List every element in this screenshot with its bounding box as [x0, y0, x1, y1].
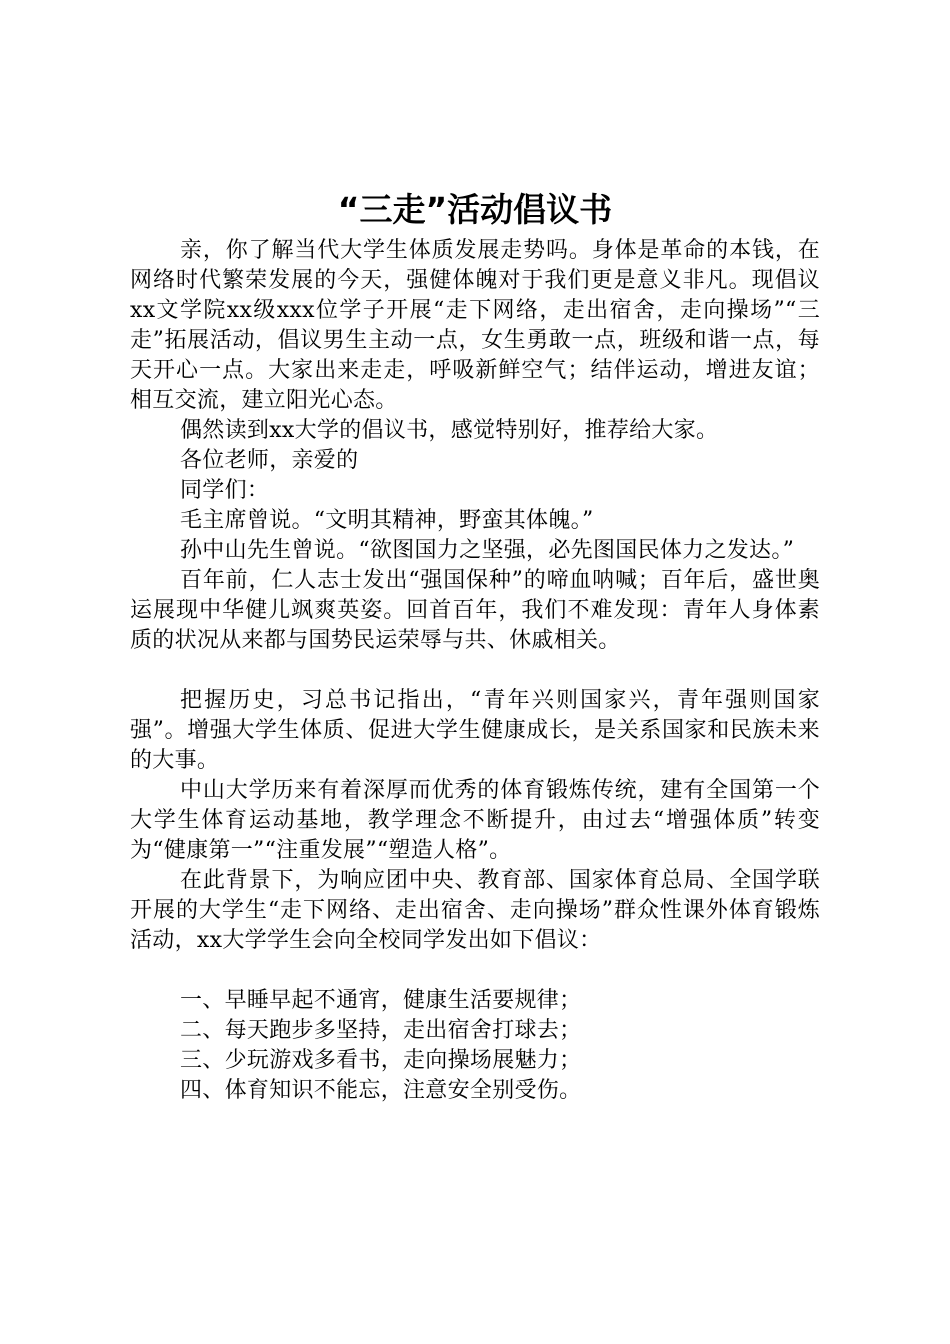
blank-line [130, 656, 820, 686]
proposal-item: 二、每天跑步多坚持，走出宿舍打球去； [180, 1018, 582, 1043]
paragraph-intro: 亲，你了解当代大学生体质发展走势吗。身体是革命的本钱，在网络时代繁荣发展的今天，强健体魄对于我们更是意义非凡。现倡议xx文学院xx级xxx位学子开展“走下网络，走出宿舍，走向操场”“三走”拓展活动，倡议男生主动一点，女生勇敢一点，班级和谐一点，每天开心一点。大家出来走走，呼吸新鲜空气；结伴运动，增进友谊；相互交流，建立阳光心态。 [130, 238, 820, 413]
paragraph-history: 百年前，仁人志士发出“强国保种”的啼血呐喊；百年后，盛世奥运展现中华健儿飒爽英姿。回首百年，我们不难发现：青年人身体素质的状况从来都与国势民运荣辱与共、休戚相关。 [130, 568, 820, 653]
paragraph-quote-sun: 孙中山先生曾说。“欲图国力之坚强，必先图国民体力之发达。” [180, 538, 795, 563]
paragraph-xi-quote: 把握历史，习总书记指出，“青年兴则国家兴，青年强则国家强”。增强大学生体质、促进大学生健康成长，是关系国家和民族未来的大事。 [130, 688, 820, 773]
paragraph-salutation-cont: 同学们： [180, 478, 270, 503]
document-title: “三走”活动倡议书 [337, 190, 613, 229]
paragraph-recommend: 偶然读到xx大学的倡议书，感觉特别好，推荐给大家。 [180, 418, 719, 443]
paragraph-salutation: 各位老师，亲爱的 [180, 448, 359, 473]
paragraph-tradition: 中山大学历来有着深厚而优秀的体育锻炼传统，建有全国第一个大学生体育运动基地，教学理念不断提升，由过去“增强体质”转变为“健康第一”“注重发展”“塑造人格”。 [130, 778, 820, 863]
document-body [130, 236, 820, 1106]
paragraph-quote-mao: 毛主席曾说。“文明其精神，野蛮其体魄。” [180, 508, 594, 533]
proposal-item: 三、少玩游戏多看书，走向操场展魅力； [180, 1048, 582, 1073]
proposal-item: 一、早睡早起不通宵，健康生活要规律； [180, 988, 582, 1013]
proposal-item: 四、体育知识不能忘，注意安全别受伤。 [180, 1078, 582, 1103]
paragraph-background: 在此背景下，为响应团中央、教育部、国家体育总局、全国学联开展的大学生“走下网络、走出宿舍、走向操场”群众性课外体育锻炼活动，xx大学学生会向全校同学发出如下倡议： [130, 868, 820, 953]
blank-line [130, 956, 820, 986]
